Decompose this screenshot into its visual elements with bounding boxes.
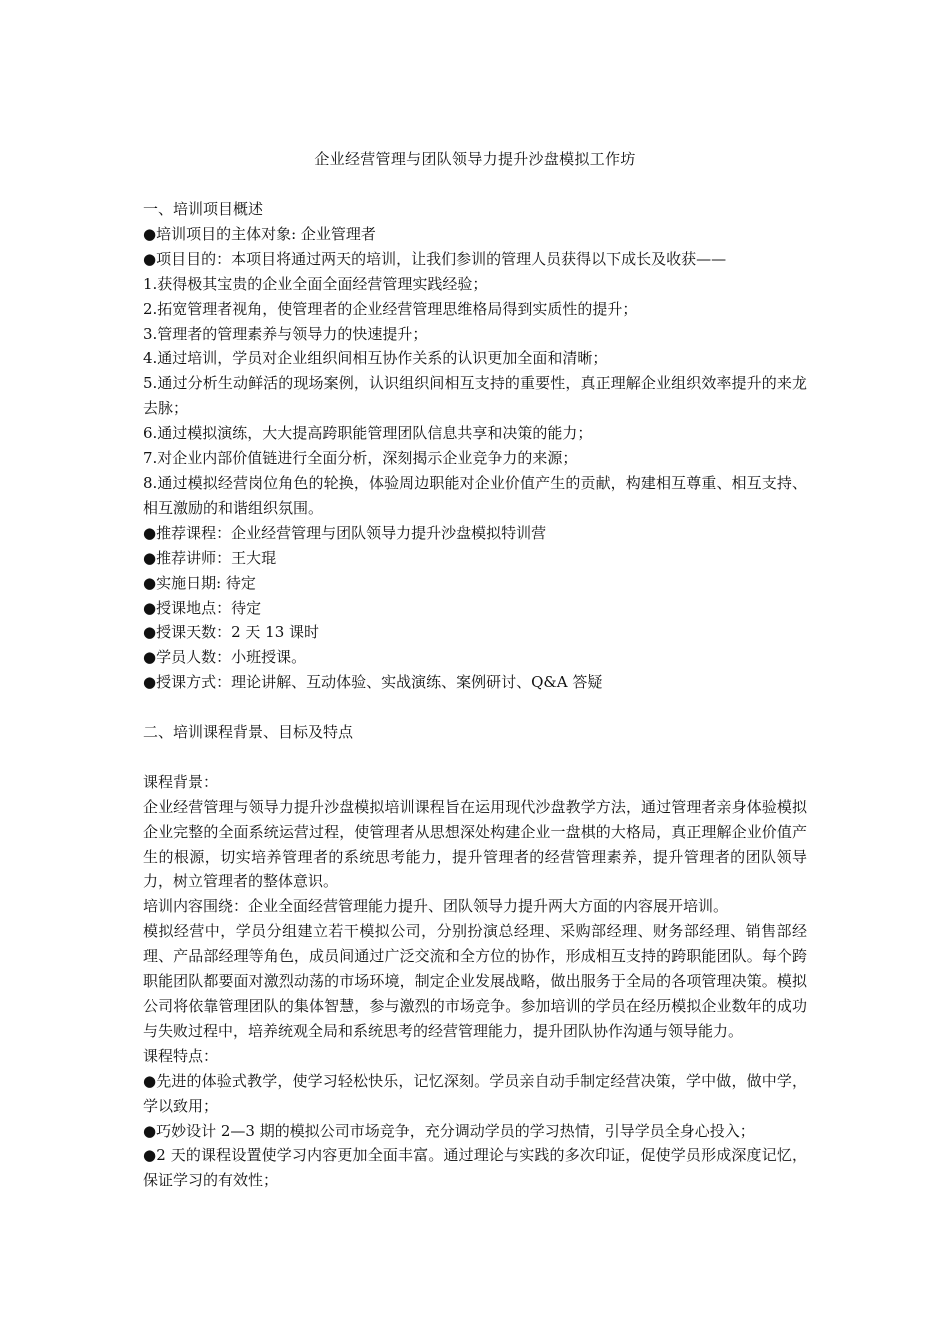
blank-line (143, 745, 807, 770)
features-label: 课程特点： (143, 1046, 219, 1065)
background-label: 课程背景： (143, 772, 219, 791)
section1-heading: 一、培训项目概述 (143, 200, 264, 218)
recommended-course: ●推荐课程：企业经营管理与团队领导力提升沙盘模拟特训营 (143, 523, 547, 542)
list-item: 7.对企业内部价值链进行全面分析，深刻揭示企业竞争力的来源； (143, 449, 578, 468)
list-item: 3.管理者的管理素养与领导力的快速提升； (143, 324, 428, 343)
document-title: 企业经营管理与团队领导力提升沙盘模拟工作坊 (314, 150, 636, 168)
list-item: 5.通过分析生动鲜活的现场案例，认识组织间相互支持的重要性，真正理解企业组织效率提升的来龙去脉； (143, 374, 807, 418)
background-text: 企业经营管理与领导力提升沙盘模拟培训课程旨在运用现代沙盘教学方法，通过管理者亲身体验模拟企业完整的全面系统运营过程，使管理者从思想深处构建企业一盘棋的大格局，真正理解企业价值产生的根源，切实培养管理者的系统思考能力，提升管理者的经营管理素养，提升管理者的团队领导力，树立管理者的整体意识。 (143, 797, 807, 891)
student-count: ●学员人数：小班授课。 (143, 648, 307, 667)
training-location: ●授课地点：待定 (143, 598, 262, 617)
implementation-date: ●实施日期: 待定 (143, 573, 256, 592)
feature-item: ●巧妙设计 2—3 期的模拟公司市场竞争，充分调动学员的学习热情，引导学员全身心投入； (143, 1121, 755, 1140)
blank-line (143, 695, 807, 720)
training-days: ●授课天数：2 天 13 课时 (143, 623, 320, 642)
project-purpose: ●项目目的：本项目将通过两天的培训，让我们参训的管理人员获得以下成长及收获—— (143, 249, 727, 268)
list-item: 1.获得极其宝贵的企业全面全面经营管理实践经验； (143, 274, 488, 293)
document-body (143, 197, 807, 1193)
list-item: 8.通过模拟经营岗位角色的轮换，体验周边职能对企业价值产生的贡献，构建相互尊重、相互支持、相互激励的和谐组织氛围。 (143, 473, 807, 517)
recommended-lecturer: ●推荐讲师：王大琨 (143, 548, 277, 567)
feature-item: ●先进的体验式教学，使学习轻松快乐，记忆深刻。学员亲自动手制定经营决策，学中做，做中学，学以致用； (143, 1071, 807, 1115)
section2-heading: 二、培训课程背景、目标及特点 (143, 723, 354, 742)
target-audience: ●培训项目的主体对象: 企业管理者 (143, 224, 376, 243)
list-item: 6.通过模拟演练，大大提高跨职能管理团队信息共享和决策的能力； (143, 424, 593, 443)
teaching-method: ●授课方式：理论讲解、互动体验、实战演练、案例研讨、Q&A 答疑 (143, 673, 603, 692)
simulation-text: 模拟经营中，学员分组建立若干模拟公司，分别扮演总经理、采购部经理、财务部经理、销售部经理、产品部经理等角色，成员间通过广泛交流和全方位的协作，形成相互支持的跨职能团队。每个跨职能团队都要面对激烈动荡的市场环境，制定企业发展战略，做出服务于全局的各项管理决策。模拟公司将依靠管理团队的集体智慧，参与激烈的市场竞争。参加培训的学员在经历模拟企业数年的成功与失败过程中，培养统观全局和系统思考的经营管理能力，提升团队协作沟通与领导能力。 (143, 922, 807, 1040)
content-scope: 培训内容围绕：企业全面经营管理能力提升、团队领导力提升两大方面的内容展开培训。 (143, 897, 729, 916)
list-item: 4.通过培训，学员对企业组织间相互协作关系的认识更加全面和清晰； (143, 349, 608, 368)
feature-item: ●2 天的课程设置使学习内容更加全面丰富。通过理论与实践的多次印证，促使学员形成深度记忆，保证学习的有效性； (143, 1146, 807, 1190)
list-item: 2.拓宽管理者视角，使管理者的企业经营管理思维格局得到实质性的提升； (143, 299, 638, 318)
